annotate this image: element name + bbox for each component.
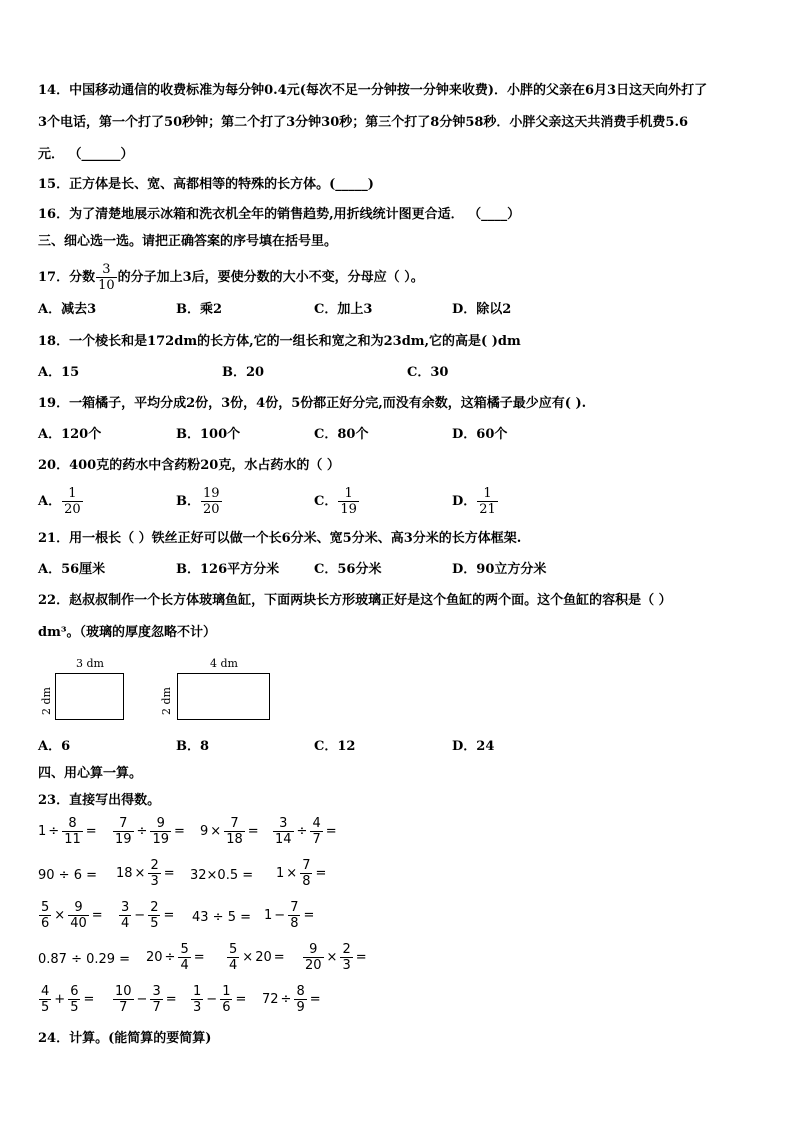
q22-option-d: D．24 <box>452 739 495 754</box>
calc-r1-c2: $\frac{7}{19}$ ÷ $\frac{9}{19}$ = <box>115 816 185 847</box>
q16-text: 16．为了清楚地展示冰箱和洗衣机全年的销售趋势,用折线统计图更合适． （____） <box>38 207 521 222</box>
q17-post: 的分子加上3后，要使分数的大小不变，分母应（ ）。 <box>117 269 424 285</box>
q20-option-c-fraction: $\frac{1}{19}$ <box>340 486 357 517</box>
q19-text: 19．一箱橘子，平均分成2份，3份，4份，5份都正好分完,而没有余数，这箱橘子最少应有( ). <box>38 396 587 411</box>
calc-r5-c1: $\frac{4}{5}$ + $\frac{6}{5}$ = <box>41 984 95 1015</box>
q22-line1: 22．赵叔叔制作一个长方体玻璃鱼缸，下面两块长方形玻璃正好是这个鱼缸的两个面。这个鱼缸的容积是（ ） <box>38 593 672 608</box>
calc-r2-c1: 90 ÷ 6 = <box>38 868 97 883</box>
q22-line2: dm³。（玻璃的厚度忽略不计） <box>38 625 217 640</box>
q18-option-b: B．20 <box>222 365 265 380</box>
q17-numerator: 3 <box>96 262 117 278</box>
q17-question <box>38 262 424 293</box>
calc-r5-c3: $\frac{1}{3}$ − $\frac{1}{6}$ = <box>193 984 247 1015</box>
calc-r4-c4: $\frac{9}{20}$ × $\frac{2}{3}$ = <box>305 942 367 973</box>
q17-option-b: B．乘2 <box>176 302 223 317</box>
calc-r3-c1: $\frac{5}{6}$ × $\frac{9}{40}$ = <box>41 900 103 931</box>
q18-option-c: C．30 <box>407 365 449 380</box>
q14-line2: 3个电话，第一个打了50秒钟；第二个打了3分钟30秒；第三个打了8分钟58秒．小胖父亲这天共消费手机费5.6 <box>38 115 689 130</box>
q21-option-c: C．56分米 <box>314 562 382 577</box>
q21-option-a: A．56厘米 <box>38 562 106 577</box>
q22-option-b: B．8 <box>176 739 210 754</box>
q18-text: 18．一个棱长和是172dm的长方体,它的一组长和宽之和为23dm,它的高是( )dm <box>38 334 521 349</box>
calc-r4-c1: 0.87 ÷ 0.29 = <box>38 952 131 967</box>
q20-text: 20．400克的药水中含药粉20克，水占药水的（ ） <box>38 458 340 473</box>
figure-1-height-label: 2 dm <box>40 687 53 715</box>
section-3-heading: 三、细心选一选。请把正确答案的序号填在括号里。 <box>38 234 338 249</box>
q17-option-c: C．加上3 <box>314 302 373 317</box>
q19-option-a: A．120个 <box>38 427 102 442</box>
figure-2-height-label: 2 dm <box>160 687 173 715</box>
calc-r4-c3: $\frac{5}{4}$ × 20 = <box>229 942 285 973</box>
calc-r1-c4: $\frac{3}{14}$ ÷ $\frac{4}{7}$ = <box>275 816 337 847</box>
q20-option-c: C． $\frac{1}{19}$ <box>314 486 357 517</box>
q18-option-a: A．15 <box>38 365 80 380</box>
figure-2-glass-rectangle <box>177 673 270 720</box>
q17-pre: 17．分数 <box>38 269 96 285</box>
q15-text: 15．正方体是长、宽、高都相等的特殊的长方体。(_____) <box>38 177 374 192</box>
q19-option-b: B．100个 <box>176 427 241 442</box>
q20-option-a-fraction: $\frac{1}{20}$ <box>64 486 81 517</box>
calc-r5-c2: $\frac{10}{7}$ − $\frac{3}{7}$ = <box>115 984 177 1015</box>
q24-text: 24．计算。(能简算的要简算) <box>38 1031 212 1046</box>
q20-option-b-fraction: $\frac{19}{20}$ <box>203 486 220 517</box>
calc-r2-c4: 1 × $\frac{7}{8}$ = <box>276 858 327 889</box>
q21-text: 21．用一根长（ ）铁丝正好可以做一个长6分米、宽5分米、高3分米的长方体框架. <box>38 531 522 546</box>
q17-option-a: A．减去3 <box>38 302 97 317</box>
figure-1-glass-rectangle <box>55 673 124 720</box>
q20-option-b: B． $\frac{19}{20}$ <box>176 486 220 517</box>
q20-option-d: D． $\frac{1}{21}$ <box>452 486 496 517</box>
calc-r2-c3: 32×0.5 = <box>190 868 254 883</box>
calc-r1-c3: 9 × $\frac{7}{18}$ = <box>200 816 259 847</box>
q19-option-d: D．60个 <box>452 427 508 442</box>
calc-r5-c4: 72 ÷ $\frac{8}{9}$ = <box>262 984 321 1015</box>
q14-line1: 14．中国移动通信的收费标准为每分钟0.4元(每次不足一分钟按一分钟来收费)．小胖的父亲在6月3日这天向外打了 <box>38 83 708 98</box>
calc-r4-c2: 20 ÷ $\frac{5}{4}$ = <box>146 942 205 973</box>
q21-option-d: D．90立方分米 <box>452 562 547 577</box>
calc-r3-c4: 1 − $\frac{7}{8}$ = <box>264 900 315 931</box>
figure-2-width-label: 4 dm <box>210 657 238 670</box>
q14-line3: 元． （______） <box>38 147 134 162</box>
q19-option-c: C．80个 <box>314 427 369 442</box>
calc-r1-c1: 1 ÷ $\frac{8}{11}$ = <box>38 816 97 847</box>
q22-option-a: A．6 <box>38 739 71 754</box>
q23-text: 23．直接写出得数。 <box>38 793 161 808</box>
calc-r3-c2: $\frac{3}{4}$ − $\frac{2}{5}$ = <box>121 900 175 931</box>
q20-option-a: A． $\frac{1}{20}$ <box>38 486 81 517</box>
section-4-heading: 四、用心算一算。 <box>38 766 143 781</box>
calc-r3-c3: 43 ÷ 5 = <box>192 910 251 925</box>
q17-fraction <box>96 262 117 293</box>
q21-option-b: B．126平方分米 <box>176 562 280 577</box>
q22-option-c: C．12 <box>314 739 356 754</box>
q17-denominator: 10 <box>98 278 115 293</box>
q20-option-d-fraction: $\frac{1}{21}$ <box>479 486 496 517</box>
calc-r2-c2: 18 × $\frac{2}{3}$ = <box>116 858 175 889</box>
figure-1-width-label: 3 dm <box>76 657 104 670</box>
q17-option-d: D．除以2 <box>452 302 512 317</box>
